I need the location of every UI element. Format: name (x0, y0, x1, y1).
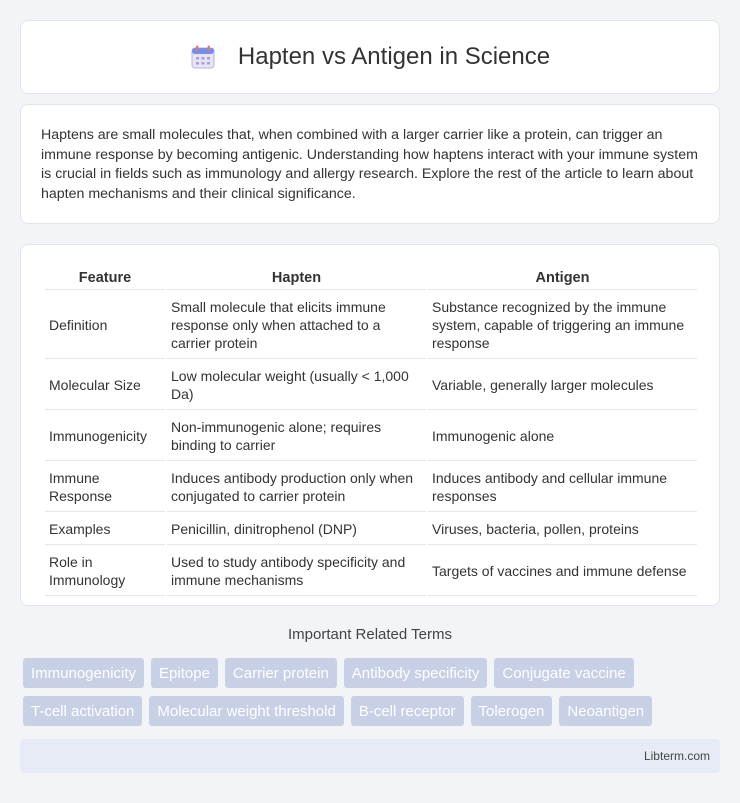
comparison-card (20, 244, 720, 606)
tag-molecular-weight-threshold[interactable]: Molecular weight threshold (149, 696, 343, 726)
intro-paragraph: Haptens are small molecules that, when combined with a larger carrier like a protein, can trigger an immune response by becoming antigenic. Understanding how haptens interact with your immune system is crucial in fields such as immunology and allergy research. Explore the rest of the article to learn about hapten mechanisms and their clinical significance. (41, 127, 698, 202)
footer (20, 739, 720, 773)
tag-tolerogen[interactable]: Tolerogen (471, 696, 553, 726)
comparison-table (43, 265, 699, 598)
row-feature: Immune Response (45, 463, 165, 512)
tag-t-cell-activation[interactable]: T-cell activation (23, 696, 142, 726)
tag-neoantigen[interactable]: Neoantigen (559, 696, 652, 726)
row-feature: Role in Immunology (45, 547, 165, 596)
row-hapten: Penicillin, dinitrophenol (DNP) (167, 514, 426, 545)
row-hapten: Used to study antibody specificity and immune mechanisms (167, 547, 426, 596)
row-hapten: Low molecular weight (usually < 1,000 Da) (167, 361, 426, 410)
related-terms-title: Important Related Terms (288, 626, 452, 643)
tag-antibody-specificity[interactable]: Antibody specificity (344, 658, 488, 688)
tag-immunogenicity[interactable]: Immunogenicity (23, 658, 144, 688)
calendar-icon (190, 44, 216, 70)
row-feature: Definition (45, 292, 165, 359)
row-feature: Molecular Size (45, 361, 165, 410)
page-title: Hapten vs Antigen in Science (237, 43, 551, 70)
tag-conjugate-vaccine[interactable]: Conjugate vaccine (494, 658, 633, 688)
row-antigen: Variable, generally larger molecules (428, 361, 697, 410)
table-header-row (45, 267, 697, 290)
tag-b-cell-receptor[interactable]: B-cell receptor (351, 696, 464, 726)
table-row (45, 361, 697, 410)
header-hapten: Hapten (167, 267, 426, 290)
table-row (45, 463, 697, 512)
header-antigen: Antigen (428, 267, 697, 290)
row-hapten: Small molecule that elicits immune response only when attached to a carrier protein (167, 292, 426, 359)
header-feature: Feature (45, 267, 165, 290)
footer-brand[interactable]: Libterm.com (643, 749, 710, 763)
tag-carrier-protein[interactable]: Carrier protein (225, 658, 337, 688)
table-row (45, 412, 697, 461)
title-card (20, 20, 720, 94)
related-terms-tags (23, 658, 723, 726)
row-antigen: Viruses, bacteria, pollen, proteins (428, 514, 697, 545)
row-hapten: Induces antibody production only when conjugated to carrier protein (167, 463, 426, 512)
row-feature: Examples (45, 514, 165, 545)
row-antigen: Induces antibody and cellular immune responses (428, 463, 697, 512)
table-row (45, 292, 697, 359)
row-antigen: Substance recognized by the immune system, capable of triggering an immune response (428, 292, 697, 359)
row-antigen: Targets of vaccines and immune defense (428, 547, 697, 596)
table-row (45, 547, 697, 596)
intro-card (20, 104, 720, 224)
tag-epitope[interactable]: Epitope (151, 658, 218, 688)
row-hapten: Non-immunogenic alone; requires binding to carrier (167, 412, 426, 461)
row-antigen: Immunogenic alone (428, 412, 697, 461)
row-feature: Immunogenicity (45, 412, 165, 461)
table-row (45, 514, 697, 545)
title-wrap (190, 43, 550, 71)
